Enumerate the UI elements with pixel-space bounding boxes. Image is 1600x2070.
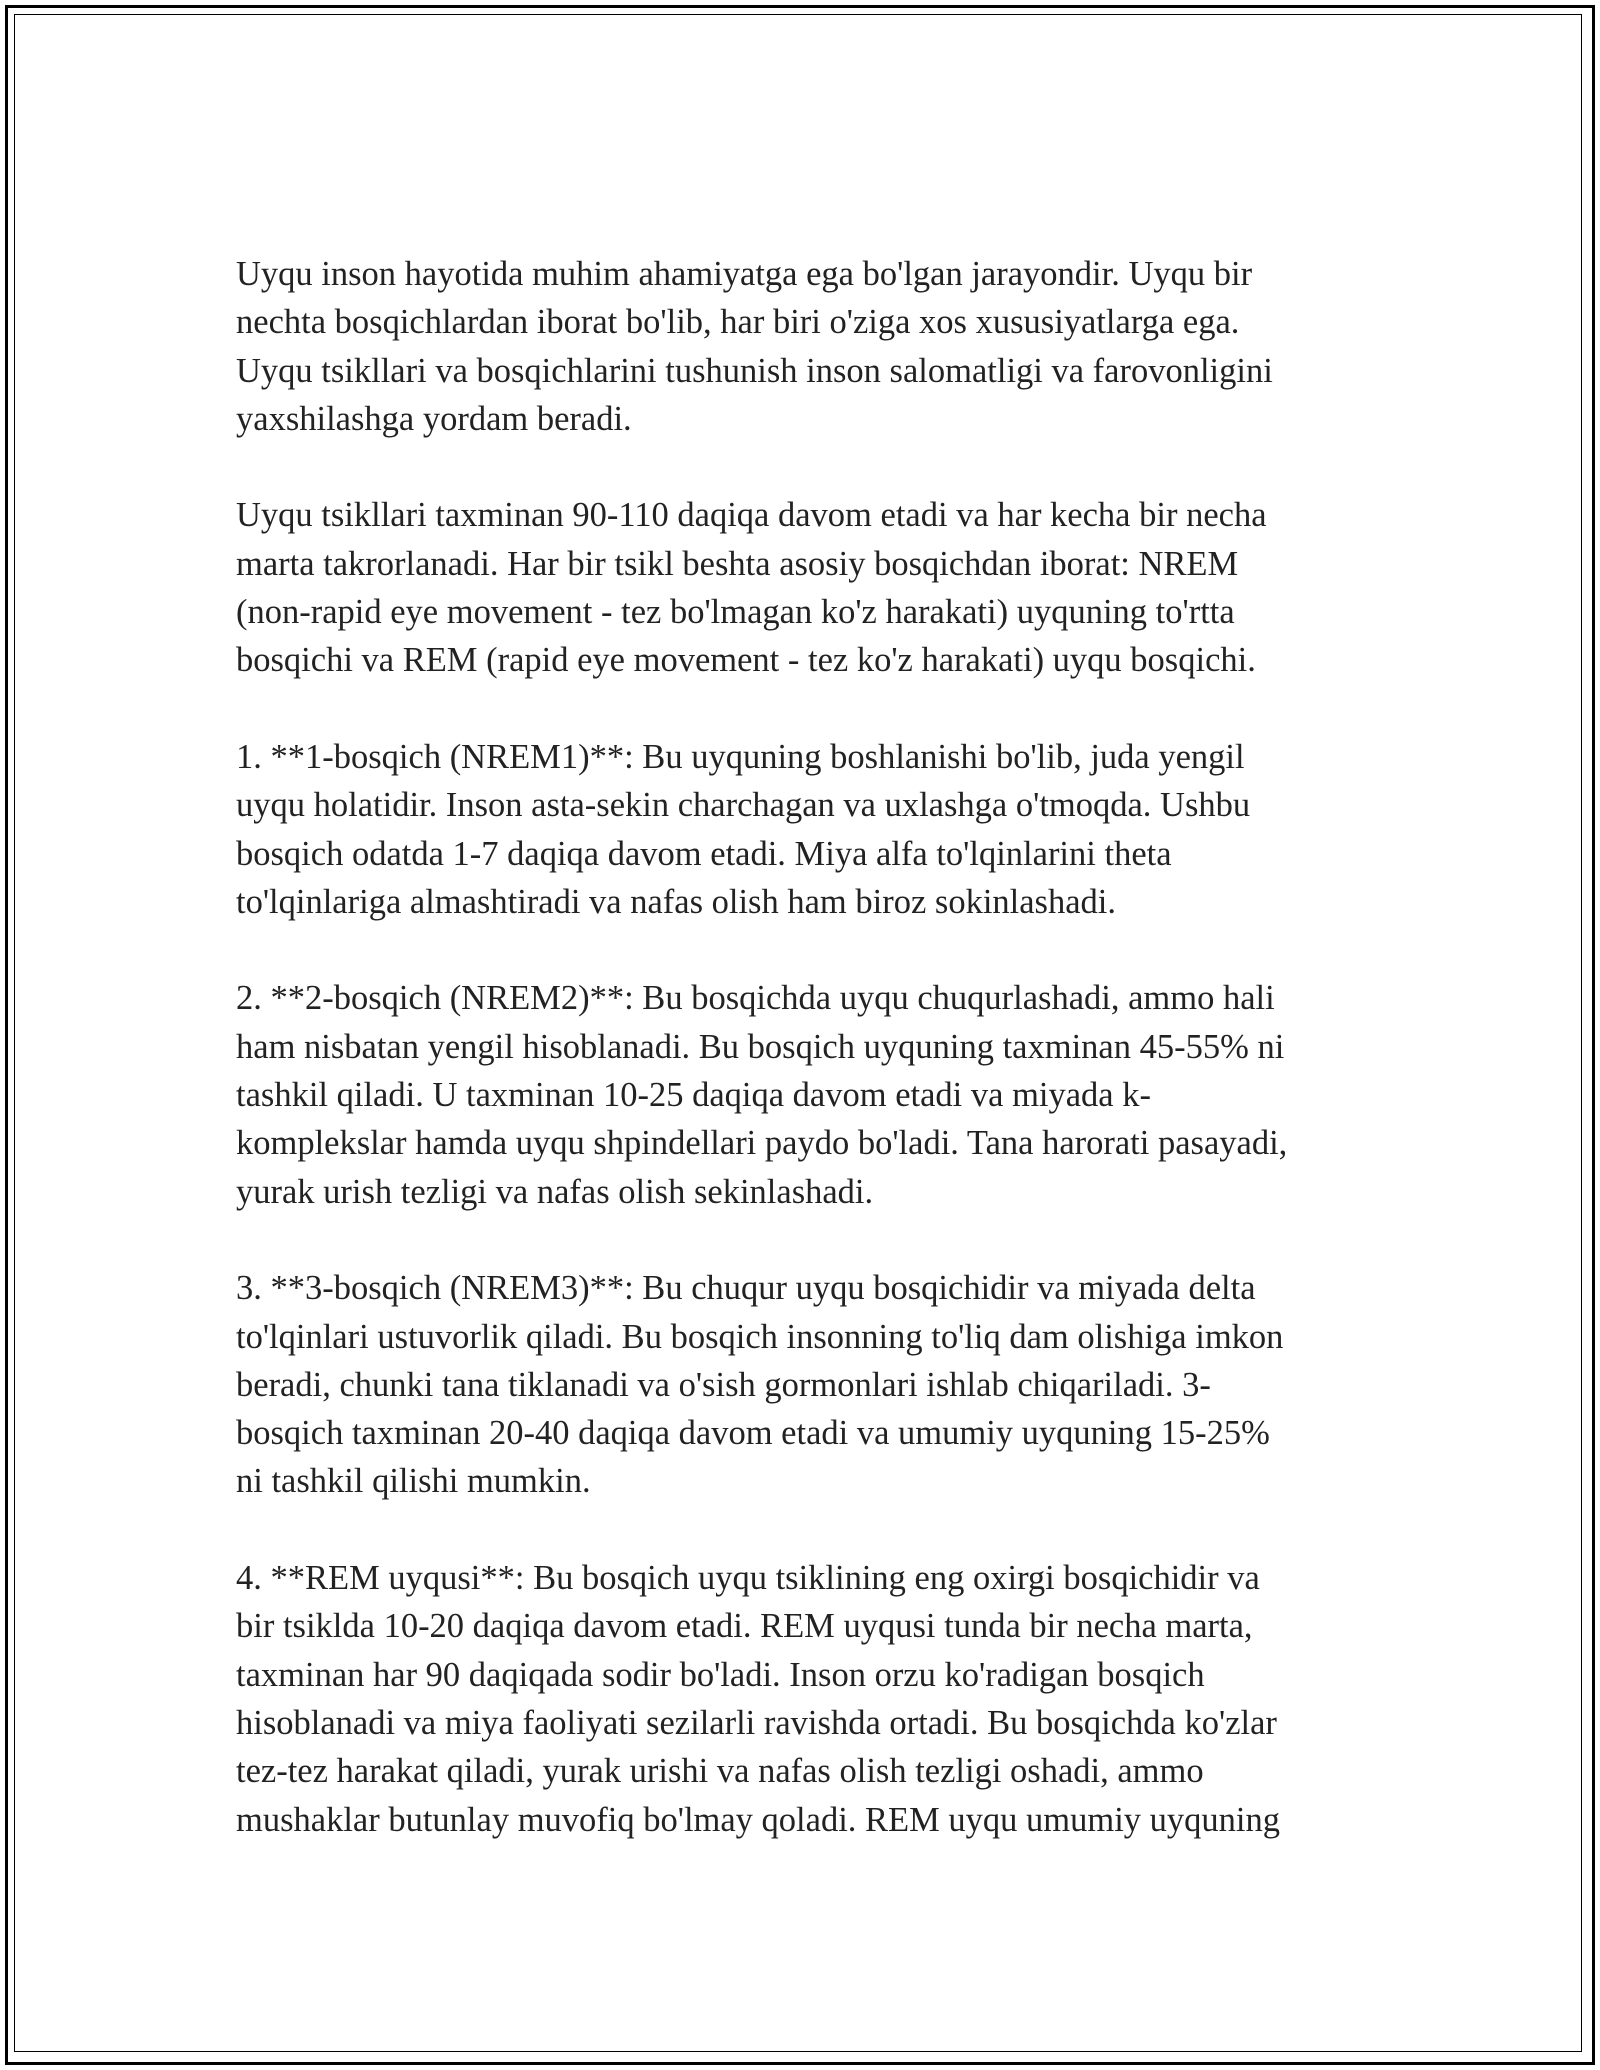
text-line: 1. **1-bosqich (NREM1)**: Bu uyquning boshlanishi bo'lib, juda yengil (236, 737, 1245, 776)
text-line: yurak urish tezligi va nafas olish sekinlashadi. (236, 1172, 874, 1211)
text-line: tez-tez harakat qiladi, yurak urishi va nafas olish tezligi oshadi, ammo (236, 1752, 1204, 1791)
text-line: bosqich taxminan 20-40 daqiqa davom etadi va umumiy uyquning 15-25% (236, 1414, 1270, 1453)
text-line: bir tsiklda 10-20 daqiqa davom etadi. REM uyqusi tunda bir necha marta, (236, 1607, 1253, 1646)
text-line: ni tashkil qilishi mumkin. (236, 1462, 591, 1501)
text-line: uyqu holatidir. Inson asta-sekin charchagan va uxlashga o'tmoqda. Ushbu (236, 786, 1251, 825)
text-line: marta takrorlanadi. Har bir tsikl beshta asosiy bosqichdan iborat: NREM (236, 544, 1239, 583)
text-line: taxminan har 90 daqiqada sodir bo'ladi. Inson orzu ko'radigan bosqich (236, 1655, 1205, 1694)
text-line: beradi, chunki tana tiklanadi va o'sish gormonlari ishlab chiqariladi. 3- (236, 1365, 1211, 1404)
paragraph-cycles (236, 491, 1371, 684)
text-line: hisoblanadi va miya faoliyati sezilarli ravishda ortadi. Bu bosqichda ko'zlar (236, 1703, 1277, 1742)
text-line: Uyqu tsikllari taxminan 90-110 daqiqa davom etadi va har kecha bir necha (236, 496, 1267, 535)
text-line: tashkil qiladi. U taxminan 10-25 daqiqa davom etadi va miyada k- (236, 1076, 1151, 1115)
text-line: 4. **REM uyqusi**: Bu bosqich uyqu tsiklining eng oxirgi bosqichidir va (236, 1559, 1260, 1598)
paragraph-intro (236, 250, 1371, 443)
text-line: komplekslar hamda uyqu shpindellari paydo bo'ladi. Tana harorati pasayadi, (236, 1124, 1288, 1163)
text-line: Uyqu tsikllari va bosqichlarini tushunish inson salomatligi va farovonligini (236, 351, 1273, 390)
text-line: nechta bosqichlardan iborat bo'lib, har biri o'ziga xos xususiyatlarga ega. (236, 303, 1240, 342)
paragraph-stage-1 (236, 733, 1371, 926)
paragraph-stage-rem (236, 1554, 1371, 1844)
paragraph-stage-2 (236, 974, 1371, 1215)
text-line: ham nisbatan yengil hisoblanadi. Bu bosqich uyquning taxminan 45-55% ni (236, 1027, 1285, 1066)
text-line: to'lqinlariga almashtiradi va nafas olish ham biroz sokinlashadi. (236, 882, 1117, 921)
text-line: 2. **2-bosqich (NREM2)**: Bu bosqichda uyqu chuqurlashadi, ammo hali (236, 979, 1275, 1018)
text-line: to'lqinlari ustuvorlik qiladi. Bu bosqich insonning to'liq dam olishiga imkon (236, 1317, 1284, 1356)
text-line: bosqich odatda 1-7 daqiqa davom etadi. Miya alfa to'lqinlarini theta (236, 834, 1172, 873)
text-line: Uyqu inson hayotida muhim ahamiyatga ega bo'lgan jarayondir. Uyqu bir (236, 255, 1253, 293)
text-line: yaxshilashga yordam beradi. (236, 399, 632, 438)
text-line: 3. **3-bosqich (NREM3)**: Bu chuqur uyqu bosqichidir va miyada delta (236, 1269, 1256, 1308)
text-line: mushaklar butunlay muvofiq bo'lmay qoladi. REM uyqu umumiy uyquning (236, 1800, 1281, 1839)
text-line: bosqichi va REM (rapid eye movement - tez ko'z harakati) uyqu bosqichi. (236, 641, 1256, 680)
text-line: (non-rapid eye movement - tez bo'lmagan ko'z harakati) uyquning to'rtta (236, 593, 1235, 632)
document-body (236, 250, 1371, 1892)
paragraph-stage-3 (236, 1264, 1371, 1505)
